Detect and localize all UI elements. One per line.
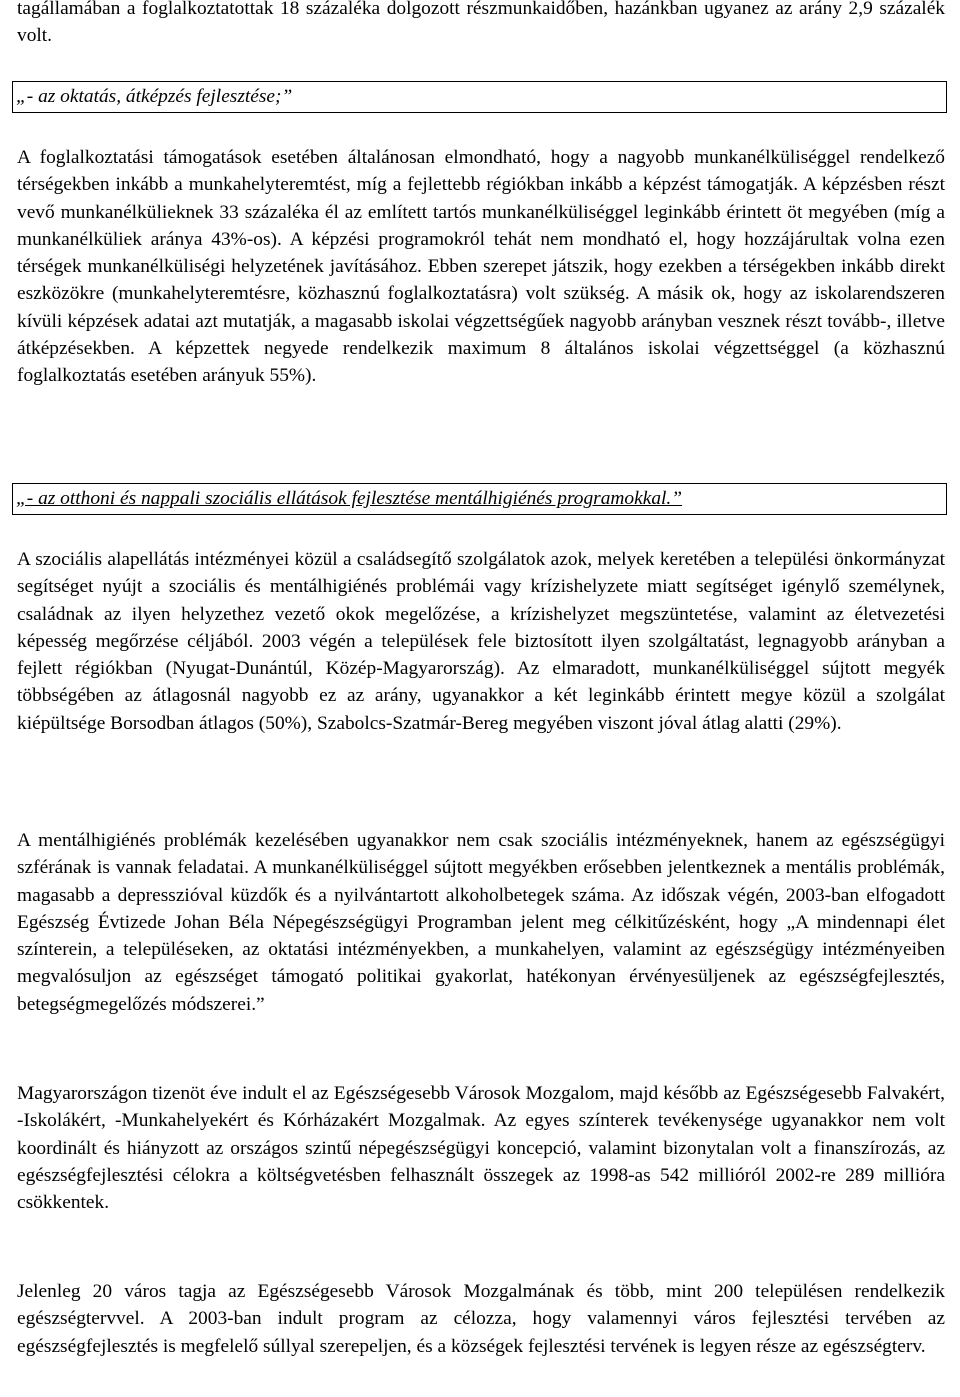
paragraph-mental-health: A mentálhigiénés problémák kezelésében ugyanakkor nem csak szociális intézményeknek, hanem az egészségügyi szférának is vannak feladatai. A munkanélküliséggel sújtott megyékben erősebben jelentkeznek a mentális problémák, magasabb a depresszióval küzdők és a nyilvántartott alkoholbetegek száma. Az időszak végén, 2003-ban elfogadott Egészség Évtizede Johan Béla Népegészségügyi Programban jelent meg célkitűzésként, hogy „A mindennapi élet színterein, a településeken, az oktatási intézményekben, a munkahelyen, valamint az egészségügy intézményeiben megvalósuljon az egészséget támogató politikai gyakorlat, hatékonyan érvényesüljenek az egészségfejlesztés, betegségmegelőzés módszerei.” <box>17 830 945 1015</box>
section-heading-education <box>12 81 947 113</box>
document-page <box>16 0 945 1357</box>
paragraph-social-services: A szociális alapellátás intézményei közül a családsegítő szolgálatok azok, melyek keretében a települési önkormányzat segítséget nyújt a szociális és mentálhigiénés problémái vagy krízishelyzete miatt segítséget igénylő személynek, családnak az ilyen helyzethez vezető okok megelőzése, a krízishelyzet megszüntetése, valamint az életvezetési képesség megőrzése céljából. 2003 végén a települések fele biztosított ilyen szolgáltatást, legnagyobb arányban a fejlett régiókban (Nyugat-Dunántúl, Közép-Magyarország). Az elmaradott, munkanélküliséggel sújtott megyék többségében az átlagosnál nagyobb ez az arány, ugyanakkor a két leginkább érintett megye közül a szolgálat kiépültsége Borsodban átlagos (50%), Szabolcs-Szatmár-Bereg megyében viszont jóval átlag alatti (29%). <box>17 549 945 734</box>
paragraph-healthy-cities-members: Jelenleg 20 város tagja az Egészségesebb Városok Mozgalmának és több, mint 200 településen rendelkezik egészségtervvel. A 2003-ban indult program az célozza, hogy valamennyi város fejlesztési tervében az egészségfejlesztés is megfelelő súllyal szerepeljen, és a községek fejlesztési tervének is legyen része az egészségterv. <box>17 1281 945 1357</box>
paragraph-employment-support: A foglalkoztatási támogatások esetében általánosan elmondható, hogy a nagyobb munkanélküliséggel rendelkező térségekben inkább a munkahelyteremtést, míg a fejlettebb régiókban inkább a képzést támogatják. A képzésben részt vevő munkanélkülieknek 33 százaléka él az említett tartós munkanélküliséggel leginkább érintett öt megyében (míg a munkanélküliek aránya 43%-os). A képzési programokról tehát nem mondható el, hogy hozzájárultak volna ezen térségek munkanélküliségi helyzetének javításához. Ebben szerepet játszik, hogy ezekben a térségekben inkább direkt eszközökre (munkahelyteremtésre, közhasznú foglalkoztatásra) volt szükség. A másik ok, hogy az iskolarendszeren kívüli képzések adatai azt mutatják, a magasabb iskolai végzettségűek nagyobb arányban vesznek részt tovább-, illetve átképzésekben. A képzettek negyede rendelkezik maximum 8 általános iskolai végzettséggel (a közhasznú foglalkoztatás esetében arányuk 55%). <box>17 147 945 387</box>
section-heading-social-care <box>12 483 947 515</box>
section-heading-social-care-text: „- az otthoni és nappali szociális ellátások fejlesztése mentálhigiénés programokkal.” <box>16 488 683 509</box>
section-heading-education-text: „- az oktatás, átképzés fejlesztése;” <box>16 86 293 107</box>
paragraph-healthy-cities-movement: Magyarországon tizenöt éve indult el az Egészségesebb Városok Mozgalom, majd később az Egészségesebb Falvakért, -Iskolákért, -Munkahelyekért és Kórházakért Mozgalmak. Az egyes színterek tevékenysége ugyanakkor nem volt koordinált és hiányzott az országos szintű népegészségügyi koncepció, valamint bizonytalan volt a finanszírozás, az egészségfejlesztési célokra a költségvetésben felhasznált összegek az 1998-as 542 millióról 2002-re 289 millióra csökkentek. <box>17 1083 945 1214</box>
intro-paragraph: tagállamában a foglalkoztatottak 18 százaléka dolgozott részmunkaidőben, hazánkban ugyanez az arány 2,9 százalék volt. <box>17 0 945 47</box>
